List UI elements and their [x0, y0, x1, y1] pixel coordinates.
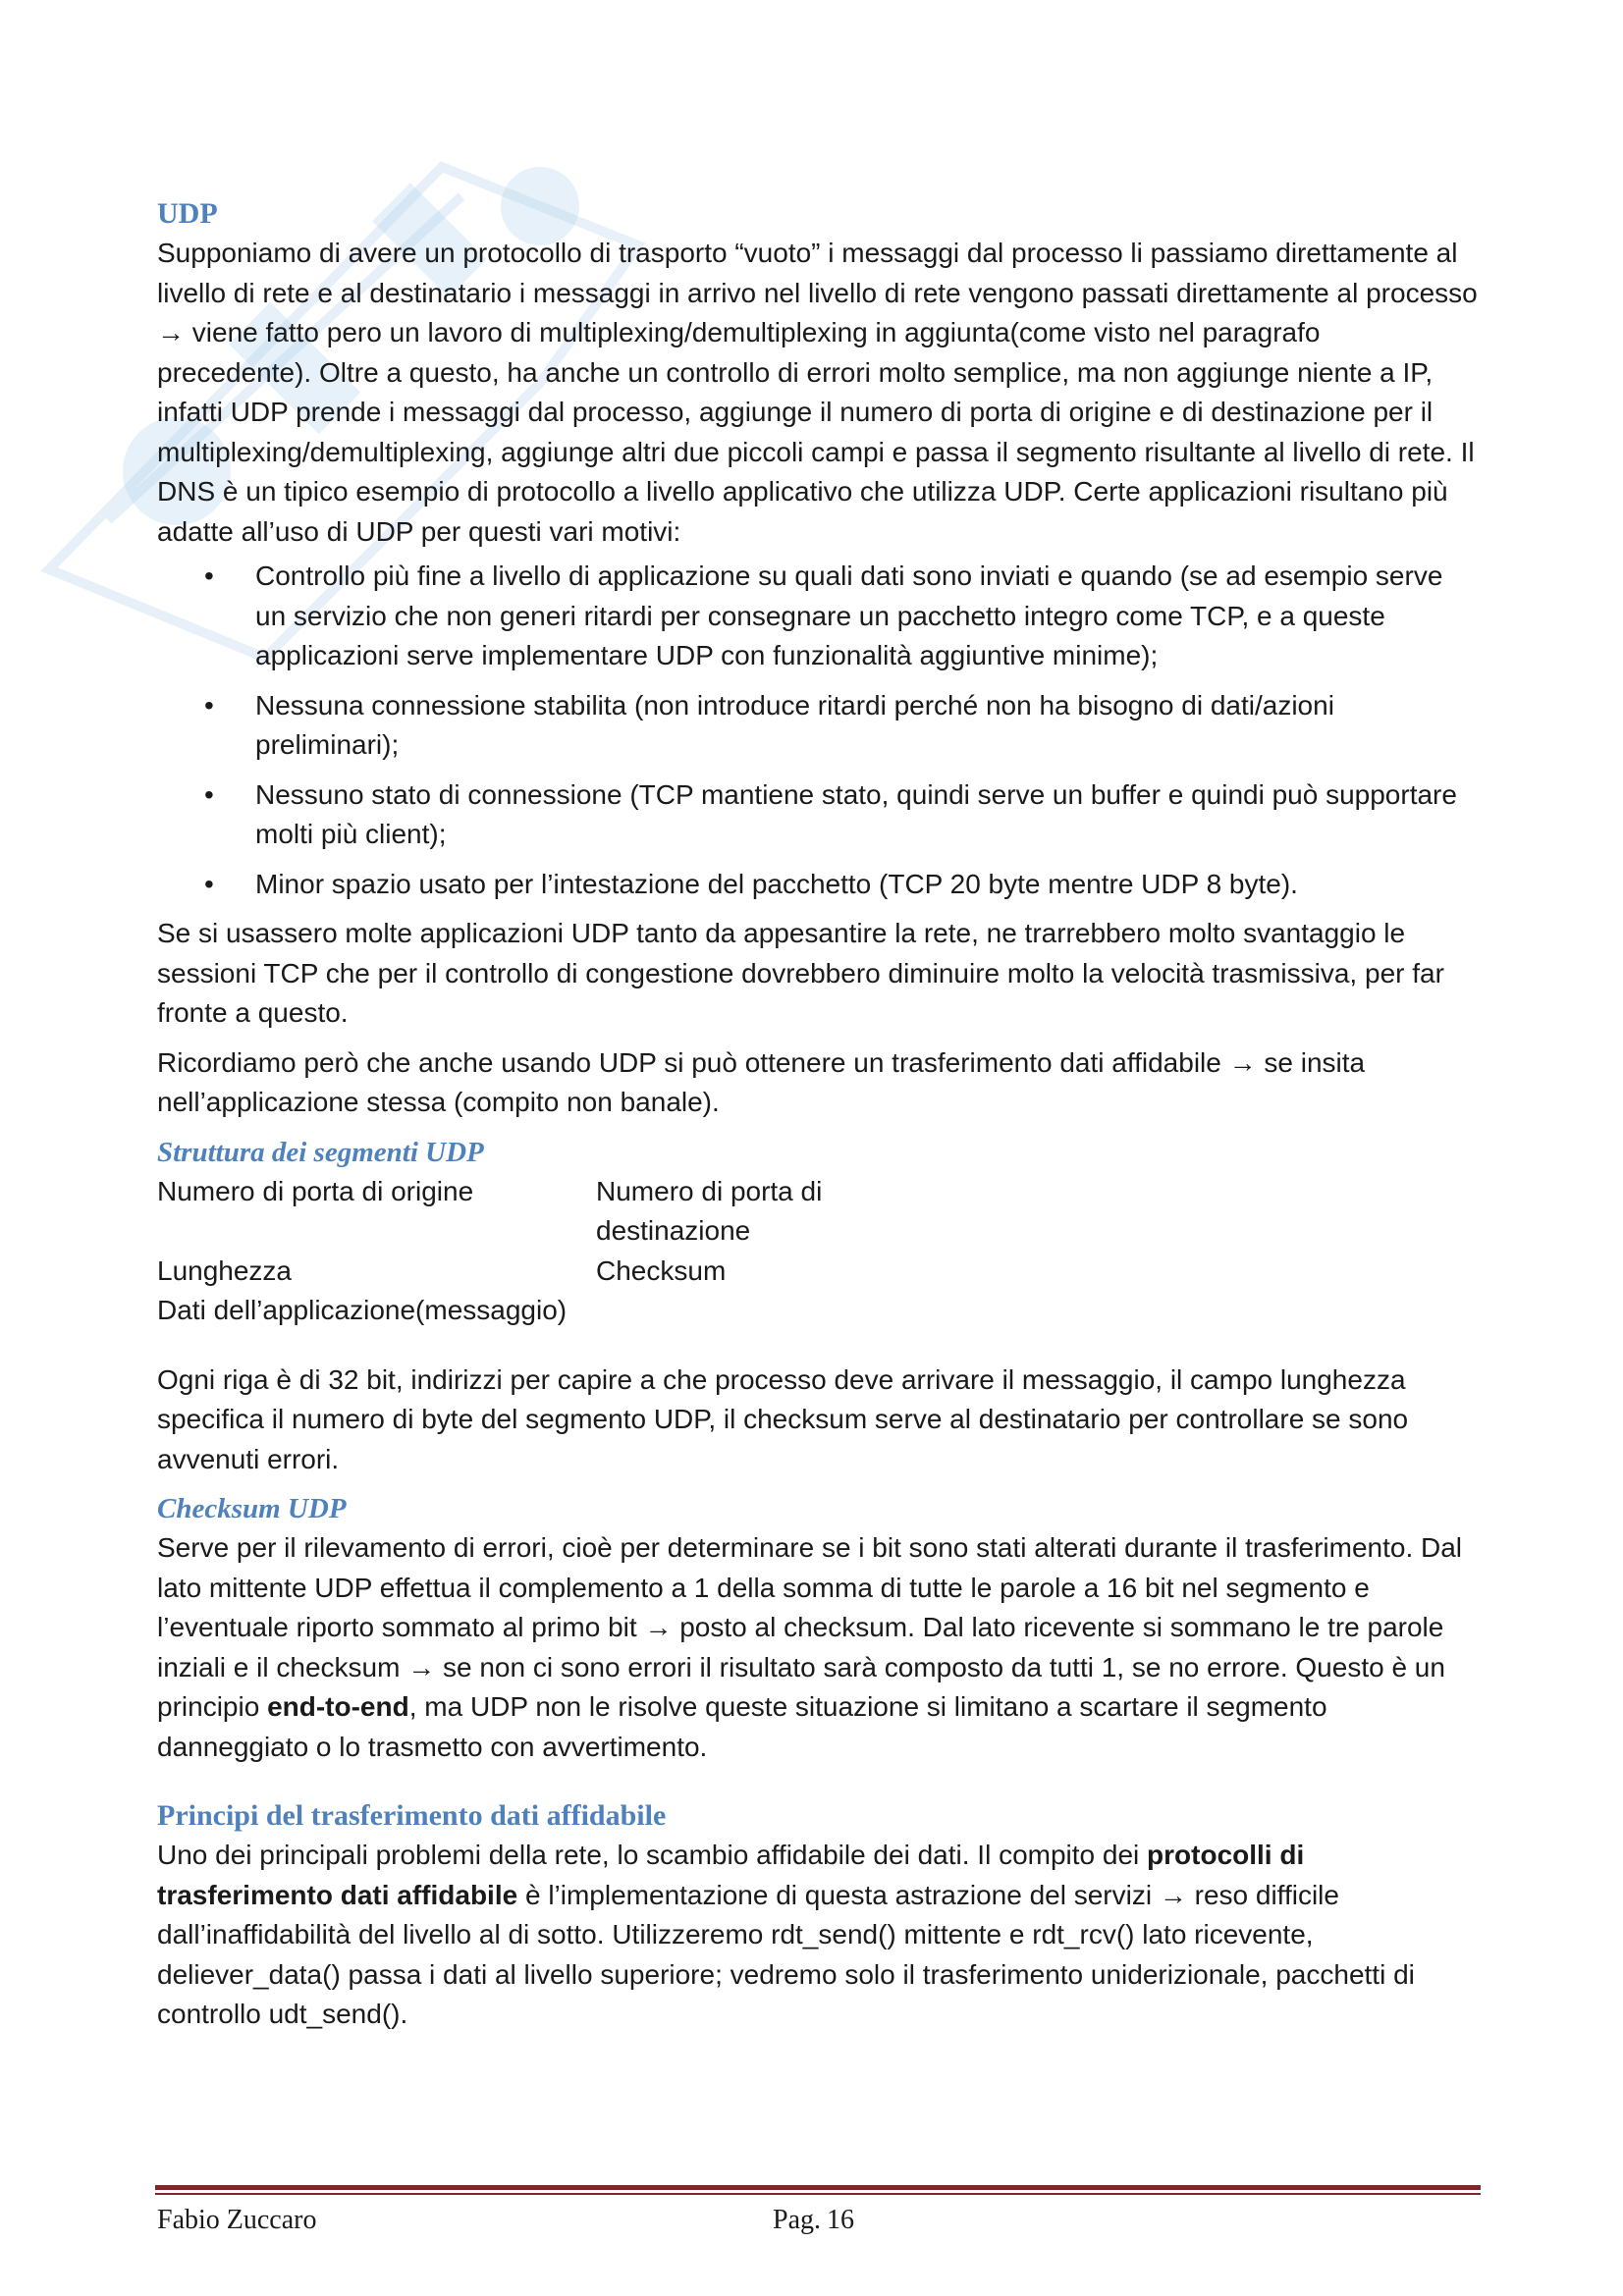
heading-struttura-segmenti: Struttura dei segmenti UDP [157, 1136, 484, 1168]
heading-principi-trasferimento: Principi del trasferimento dati affidabile [157, 1799, 667, 1832]
struttura-paragraph: Ogni riga è di 32 bit, indirizzi per capire a che processo deve arrivare il messaggio, il campo lunghezza specifica il numero di byte del segmento UDP, il checksum serve al destinatario per controllare se sono avvenuti errori. [157, 1363, 1409, 1474]
cell-dst-port: Numero di porta di destinazione [596, 1175, 823, 1246]
page-content [157, 194, 1478, 2035]
udp-paragraph-reliability: Ricordiamo però che anche usando UDP si può ottenere un trasferimento dati affidabile → se insita nell’applicazione stessa (compito non banale). [157, 1046, 1366, 1117]
footer-divider-thick [155, 2185, 1481, 2190]
principi-paragraph: Uno dei principali problemi della rete, lo scambio affidabile dei dati. Il compito dei protocolli di trasferimento dati affidabile è l’implementazione di questa astrazione del servizi → reso difficile dall’inaffidabilità del livello al di sotto. Utilizzeremo rdt_send() mittente e rdt_rcv() lato ricevente, deliever_data() passa i dati al livello superiore; vedremo solo il trasferimento uniderizionale, pacchetti di controllo udt_send(). [157, 1840, 1415, 2029]
udp-motivations-list [157, 557, 1478, 904]
cell-src-port: Numero di porta di origine [157, 1175, 474, 1206]
list-item: • Controllo più fine a livello di applicazione su quali dati sono inviati e quando (se ad esempio serve un servizio che non generi ritardi per consegnare un pacchetto integro come TCP, e a queste applicazioni serve implementare UDP con funzionalità aggiuntive minime); [157, 557, 1478, 676]
page-number: 16 [827, 2205, 854, 2235]
list-item: • Minor spazio usato per l’intestazione del pacchetto (TCP 20 byte mentre UDP 8 byte). [157, 865, 1478, 905]
cell-checksum: Checksum [596, 1255, 727, 1286]
heading-udp: UDP [157, 197, 218, 230]
footer-page-number [773, 2205, 854, 2236]
cell-data: Dati dell’applicazione(messaggio) [157, 1295, 568, 1325]
cell-length: Lunghezza [157, 1255, 293, 1286]
bold-term: end-to-end [267, 1691, 409, 1722]
list-item: • Nessuna connessione stabilita (non introduce ritardi perché non ha bisogno di dati/azioni preliminari); [157, 686, 1478, 766]
heading-checksum-udp: Checksum UDP [157, 1493, 347, 1524]
page-label: Pag. [773, 2205, 821, 2235]
udp-paragraph-intro: Supponiamo di avere un protocollo di trasporto “vuoto” i messaggi dal processo li passiamo direttamente al livello di rete e al destinatario i messaggi in arrivo nel livello di rete vengono passati direttamente al processo → viene fatto pero un lavoro di multiplexing/demultiplexing in aggiunta(come visto nel paragrafo precedente). Oltre a questo, ha anche un controllo di errori molto semplice, ma non aggiunge niente a IP, infatti UDP prende i messaggi dal processo, aggiunge il numero di porta di origine e di destinazione per il multiplexing/demultiplexing, aggiunge altri due piccoli campi e passa il segmento risultante al livello di rete. Il DNS è un tipico esempio di protocollo a livello applicativo che utilizza UDP. Certe applicazioni risultano più adatte all’uso di UDP per questi vari motivi: [157, 238, 1478, 547]
list-item: • Nessuno stato di connessione (TCP mantiene stato, quindi serve un buffer e quindi può supportare molti più client); [157, 775, 1478, 855]
bold-term: protocolli di trasferimento dati affidabile [157, 1840, 1305, 1910]
checksum-paragraph: Serve per il rilevamento di errori, cioè per determinare se i bit sono stati alterati durante il trasferimento. Dal lato mittente UDP effettua il complemento a 1 della somma di tutte le parole a 16 bit nel segmento e l’eventuale riporto sommato al primo bit → posto al checksum. Dal lato ricevente si sommano le tre parole inziali e il checksum → se non ci sono errori il risultato sarà composto da tutti 1, se no errore. Questo è un principio end-to-end, ma UDP non le risolve queste situazione si limitano a scartare il segmento danneggiato o lo trasmetto con avvertimento. [157, 1532, 1463, 1762]
footer-divider-thin [155, 2193, 1481, 2195]
udp-segment-structure-table [157, 1172, 1478, 1331]
footer-author: Fabio Zuccaro [157, 2205, 317, 2235]
udp-paragraph-congestion: Se si usassero molte applicazioni UDP tanto da appesantire la rete, ne trarrebbero molto svantaggio le sessioni TCP che per il controllo di congestione dovrebbero diminuire molto la velocità trasmissiva, per far fronte a questo. [157, 918, 1444, 1028]
